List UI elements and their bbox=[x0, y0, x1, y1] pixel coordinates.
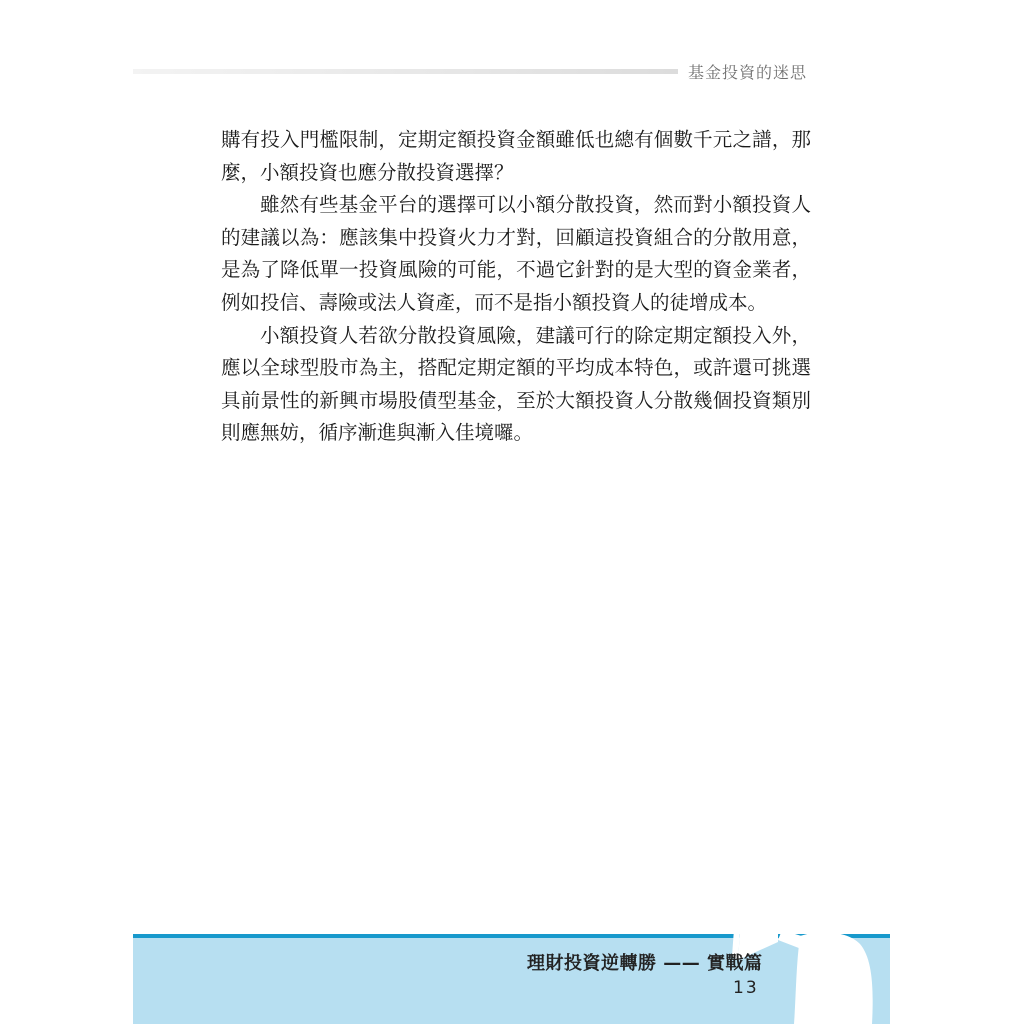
header-rule bbox=[133, 69, 678, 74]
running-header-title: 基金投資的迷思 bbox=[688, 63, 808, 82]
paragraph: 小額投資人若欲分散投資風險，建議可行的除定期定額投入外，應以全球型股市為主，搭配定期定額的平均成本特色，或許還可挑選具前景性的新興市場股債型基金，至於大額投資人分散幾個投資類別則應無妨，循序漸進與漸入佳境囉。 bbox=[221, 323, 811, 445]
book-title: 理財投資逆轉勝 —— 實戰篇 bbox=[527, 953, 763, 974]
page-number: 13 bbox=[733, 978, 759, 998]
paragraph: 雖然有些基金平台的選擇可以小額分散投資，然而對小額投資人的建議以為：應該集中投資火力才對，回顧這投資組合的分散用意，是為了降低單一投資風險的可能，不過它針對的是大型的資金業者，例如投信、壽險或法人資產，而不是指小額投資人的徒增成本。 bbox=[221, 193, 811, 314]
paragraph-continuation: 購有投入門檻限制，定期定額投資金額雖低也總有個數千元之譜，那麼，小額投資也應分散投資選擇？ bbox=[221, 128, 811, 184]
body-text bbox=[221, 124, 811, 450]
